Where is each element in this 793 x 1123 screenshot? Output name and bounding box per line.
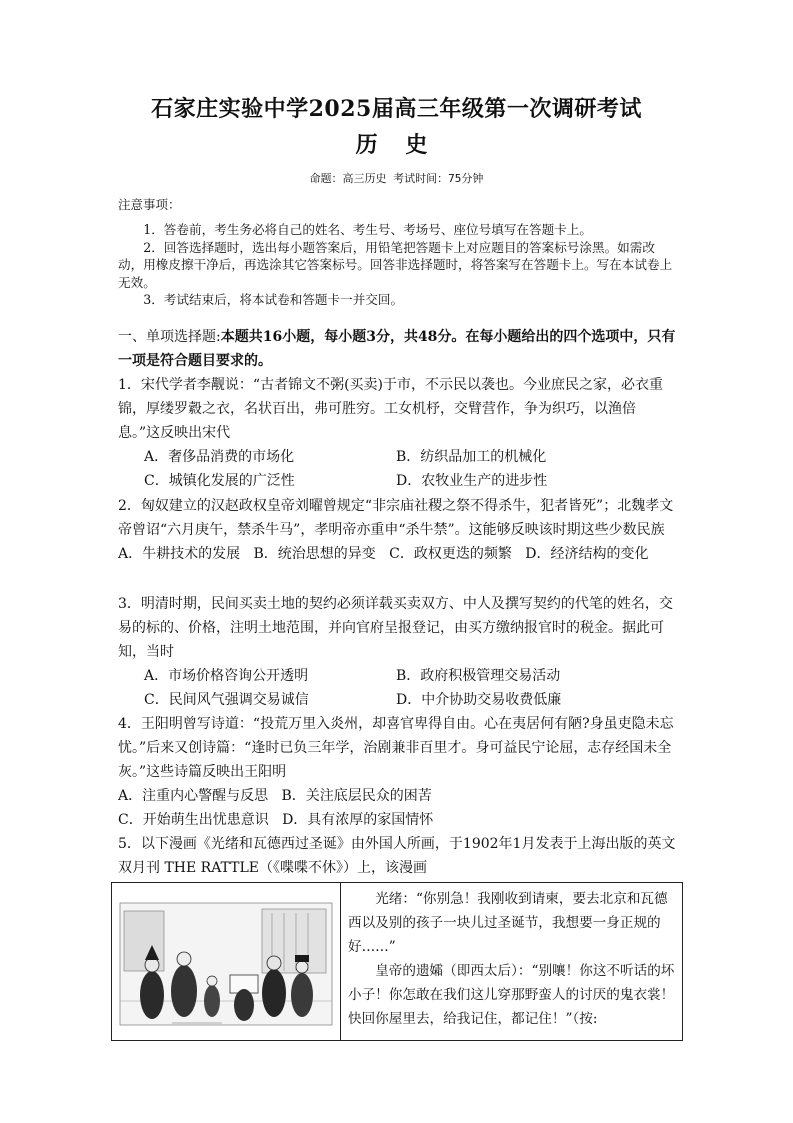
question-stem: 1．宋代学者李觏说：“古者锦文不粥(买卖)于市，不示民以袭也。今业庶民之家，必衣重锦，厚缕罗縠之衣，名状百出，弗可胜穷。工女机杼，交臂营作，争为织巧，以渔倍息。”这反映出宋代 <box>118 377 663 441</box>
option-b[interactable]: B．关注底层民众的困苦 <box>281 788 432 804</box>
option-b[interactable]: B．政府积极管理交易活动 <box>396 668 561 684</box>
notes-list <box>118 221 678 309</box>
option-c[interactable]: C．城镇化发展的广泛性 <box>144 473 295 489</box>
option-a[interactable]: A．牛耕技术的发展 <box>118 546 241 562</box>
exam-subject: 历 史 <box>355 132 438 158</box>
section-heading-pre: 一、单项选择题: <box>118 329 221 345</box>
notes-heading: 注意事项： <box>118 197 181 212</box>
question-stem: 4．王阳明曾写诗道：“投荒万里入炎州，却喜官卑得自由。心在夷居何有陋?身虽吏隐未忘忧。”后来又创诗篇：“逢时已负三年学，治剧兼非百里才。身可益民宁论屈，志存经国未全灰。”这些诗篇反映出王阳明 <box>118 716 674 780</box>
exam-meta: 命题：高三历史 考试时间：75分钟 <box>309 172 484 185</box>
section-heading-bold: 本题共16小题，每小题3分，共48分。在每小题给出的四个选项中，只有一项是符合题目要求的。 <box>118 329 676 369</box>
cartoon-illustration <box>112 883 340 1040</box>
options-row <box>118 445 678 469</box>
question-1 <box>118 373 678 493</box>
options-row <box>118 784 678 808</box>
option-b[interactable]: B．纺织品加工的机械化 <box>396 449 547 465</box>
cartoon-dialogue-cixi: 皇帝的遗孀（即西太后）：“别嚷！你这不听话的坏小子！你怎敢在我们这儿穿那野蛮人的讨厌的鬼衣裳！快回你屋里去，给我记住，都记住！”（按: <box>348 963 675 1027</box>
cartoon-text <box>348 887 678 1031</box>
cartoon-material-box <box>111 882 683 1041</box>
question-stem: 2．匈奴建立的汉赵政权皇帝刘曜曾规定“非宗庙社稷之祭不得杀牛，犯者皆死”；北魏孝文帝曾诏“六月庚午，禁杀牛马”，孝明帝亦重申“杀牛禁”。这能够反映该时期这些少数民族 <box>118 498 674 538</box>
note-item: 2．回答选择题时，选出每小题答案后，用铅笔把答题卡上对应题目的答案标号涂黑。如需改动，用橡皮擦干净后，再选涂其它答案标号。回答非选择题时，将答案写在答题卡上。写在本试卷上无效。 <box>118 239 673 290</box>
options-row <box>118 688 678 712</box>
cartoon-dialogue-guangxu: 光绪：“你别急！我刚收到请柬，要去北京和瓦德西以及别的孩子一块儿过圣诞节，我想要一身正规的好……” <box>348 891 668 955</box>
option-d[interactable]: D．具有浓厚的家国情怀 <box>282 812 434 828</box>
note-item: 3．考试结束后，将本试卷和答题卡一并交回。 <box>143 292 404 307</box>
options-row <box>118 542 678 566</box>
option-d[interactable]: D．农牧业生产的进步性 <box>396 473 548 489</box>
question-3 <box>118 592 678 712</box>
option-b[interactable]: B．统治思想的异变 <box>253 546 376 562</box>
option-a[interactable]: A．市场价格咨询公开透明 <box>144 668 309 684</box>
option-c[interactable]: C．开始萌生出忧患意识 <box>118 812 269 828</box>
cartoon-image <box>112 883 341 1040</box>
option-c[interactable]: C．民间风气强调交易诚信 <box>144 692 309 708</box>
question-stem: 5．以下漫画《光绪和瓦德西过圣诞》由外国人所画，于1902年1月发表于上海出版的英文双月刊 THE RATTLE（《喋喋不休》）上，该漫画 <box>118 836 676 876</box>
question-5 <box>118 832 678 880</box>
option-c[interactable]: C．政权更迭的频繁 <box>389 546 512 562</box>
note-item: 1．答卷前，考生务必将自己的姓名、考生号、考场号、座位号填写在答题卡上。 <box>143 222 592 237</box>
options-row <box>118 664 678 688</box>
exam-title: 石家庄实验中学2025届高三年级第一次调研考试 <box>151 96 642 122</box>
question-4 <box>118 712 678 832</box>
question-2 <box>118 494 678 566</box>
option-a[interactable]: A．奢侈品消费的市场化 <box>144 449 295 465</box>
options-row <box>118 469 678 493</box>
option-d[interactable]: D．中介协助交易收费低廉 <box>396 692 562 708</box>
option-d[interactable]: D．经济结构的变化 <box>525 546 649 562</box>
question-stem: 3．明清时期，民间买卖土地的契约必须详载买卖双方、中人及撰写契约的代笔的姓名，交易的标的、价格，注明土地范围，并向官府呈报登记，由买方缴纳报官时的税金。据此可知，当时 <box>118 596 673 660</box>
option-a[interactable]: A．注重内心警醒与反思 <box>118 788 269 804</box>
section-heading <box>118 325 678 373</box>
options-row <box>118 808 678 832</box>
